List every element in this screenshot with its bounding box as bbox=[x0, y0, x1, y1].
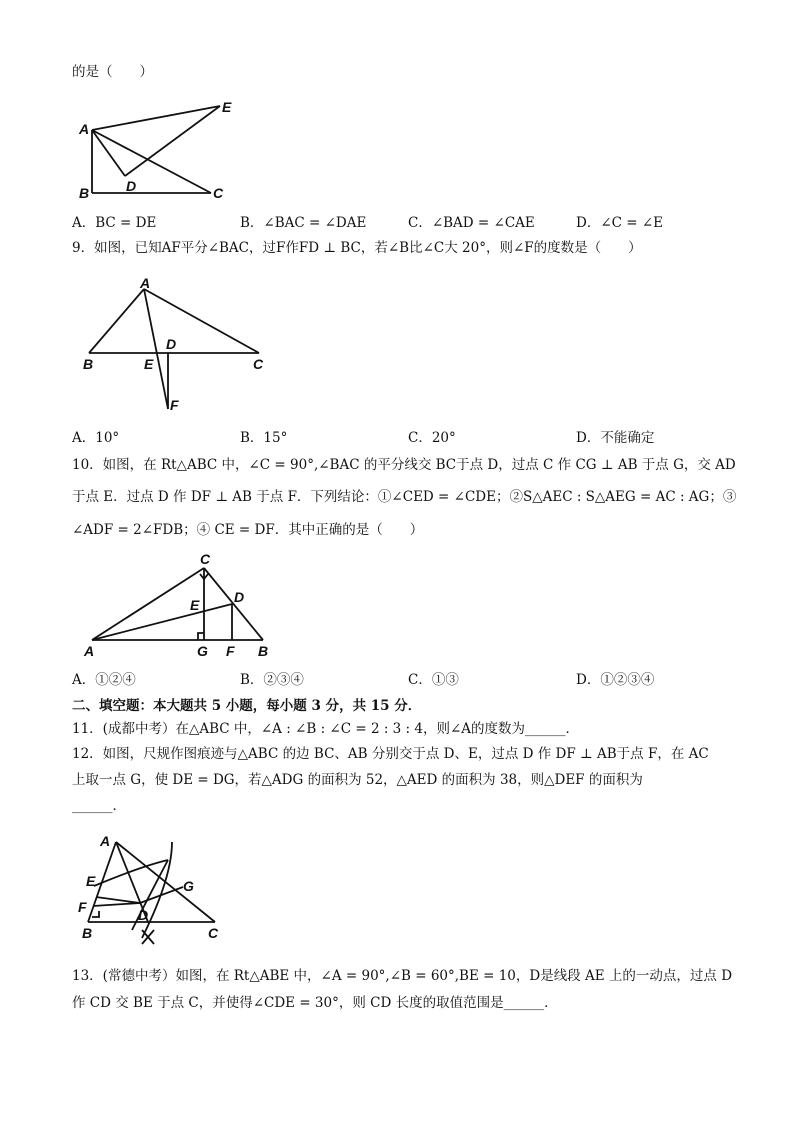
q8-label-c: C bbox=[213, 185, 224, 201]
q8-option-a[interactable]: A．BC = DE bbox=[72, 215, 157, 231]
q9-option-a[interactable]: A．10° bbox=[72, 430, 120, 446]
q9-label-d: D bbox=[166, 336, 177, 352]
q12-label-c: C bbox=[208, 925, 219, 941]
q9-label-e: E bbox=[144, 356, 154, 372]
q12-arc-right bbox=[142, 842, 172, 938]
q9-label-f: F bbox=[170, 397, 179, 413]
q8-figure bbox=[70, 96, 250, 206]
q10-line2: 于点 E．过点 D 作 DF ⊥ AB 于点 F．下列结论：①∠CED = ∠CDE；②S△AEC : S△AEG = AC : AG；③ bbox=[72, 489, 737, 505]
q12-line3: ______． bbox=[72, 798, 126, 814]
q8-segment-de bbox=[125, 106, 220, 176]
q12-label-d: D bbox=[138, 907, 149, 923]
q10-label-g: G bbox=[197, 643, 208, 659]
section2-heading: 二、填空题：本大题共 5 小题，每小题 3 分，共 15 分． bbox=[72, 698, 422, 714]
q8-segment-ac bbox=[92, 130, 211, 193]
q8-segment-ad bbox=[92, 130, 125, 176]
q12-label-g: G bbox=[183, 878, 194, 894]
q10-option-d[interactable]: D．①②③④ bbox=[576, 672, 655, 688]
q8-option-c[interactable]: C．∠BAD = ∠CAE bbox=[408, 215, 535, 231]
q12-segment-fd bbox=[93, 903, 140, 906]
q10-label-e: E bbox=[190, 597, 200, 613]
q12-line2: 上取一点 G，使 DE = DG，若△ADG 的面积为 52，△AED 的面积为 38，则△DEF 的面积为 bbox=[72, 772, 643, 788]
q9-option-b[interactable]: B．15° bbox=[240, 430, 288, 446]
q9-stem: 9．如图，已知AF平分∠BAC，过F作FD ⊥ BC，若∠B比∠C大 20°，则∠F的度数是（ ） bbox=[72, 240, 642, 256]
q10-line3: ∠ADF = 2∠FDB；④ CE = DF．其中正确的是（ ） bbox=[72, 522, 424, 538]
q10-label-b: B bbox=[258, 643, 269, 659]
q10-line1: 10．如图，在 Rt△ABC 中，∠C = 90°,∠BAC 的平分线交 BC于点 D，过点 C 作 CG ⊥ AB 于点 G，交 AD bbox=[72, 457, 736, 473]
q8-label-d: D bbox=[126, 178, 137, 194]
q10-label-a: A bbox=[84, 643, 95, 659]
q13-line1: 13．(常德中考）如图，在 Rt△ABE 中，∠A = 90°,∠B = 60°,BE = 10，D是线段 AE 上的一动点，过点 D bbox=[72, 968, 733, 984]
q10-option-b[interactable]: B．②③④ bbox=[240, 672, 304, 688]
q9-label-c: C bbox=[253, 356, 264, 372]
q12-label-b: B bbox=[82, 925, 93, 941]
q9-option-c[interactable]: C．20° bbox=[408, 430, 456, 446]
q9-label-a: A bbox=[140, 275, 151, 291]
q11-text: 11．(成都中考）在△ABC 中，∠A : ∠B : ∠C = 2 : 3 : 4，则∠A的度数为______． bbox=[72, 721, 580, 737]
q12-label-f: F bbox=[78, 899, 87, 915]
q10-label-c: C bbox=[200, 551, 211, 567]
q10-segment-ac bbox=[92, 568, 204, 640]
q12-segment-ed bbox=[96, 897, 140, 903]
q8-segment-ae bbox=[92, 106, 220, 130]
q13-line2: 作 CD 交 BE 于点 C，并使得∠CDE = 30°，则 CD 长度的取值范围是______． bbox=[72, 995, 558, 1011]
q9-segment-af bbox=[144, 289, 168, 409]
q10-label-d: D bbox=[234, 589, 245, 605]
q9-segment-ac bbox=[144, 289, 259, 353]
q12-right-angle-f bbox=[92, 911, 99, 917]
q12-label-e: E bbox=[86, 873, 96, 889]
q12-figure bbox=[72, 826, 232, 948]
q9-figure bbox=[78, 276, 278, 416]
q10-segment-ad bbox=[92, 604, 232, 640]
q8-option-b[interactable]: B．∠BAC = ∠DAE bbox=[240, 215, 367, 231]
q8-option-d[interactable]: D．∠C = ∠E bbox=[576, 215, 664, 231]
q10-option-a[interactable]: A．①②④ bbox=[72, 672, 136, 688]
q10-label-f: F bbox=[226, 643, 235, 659]
q8-stem-tail: 的是（ ） bbox=[72, 64, 153, 80]
q8-label-b: B bbox=[79, 185, 90, 201]
q9-label-b: B bbox=[83, 356, 94, 372]
q9-segment-ab bbox=[89, 289, 144, 353]
q10-figure bbox=[80, 548, 280, 663]
q12-label-a: A bbox=[100, 833, 111, 849]
q12-line1: 12．如图，尺规作图痕迹与△ABC 的边 BC、AB 分别交于点 D、E，过点 D 作 DF ⊥ AB于点 F，在 AC bbox=[72, 746, 709, 762]
q10-option-c[interactable]: C．①③ bbox=[408, 672, 459, 688]
q9-option-d[interactable]: D．不能确定 bbox=[576, 430, 655, 446]
q8-label-e: E bbox=[222, 99, 232, 115]
q8-label-a: A bbox=[79, 121, 90, 137]
